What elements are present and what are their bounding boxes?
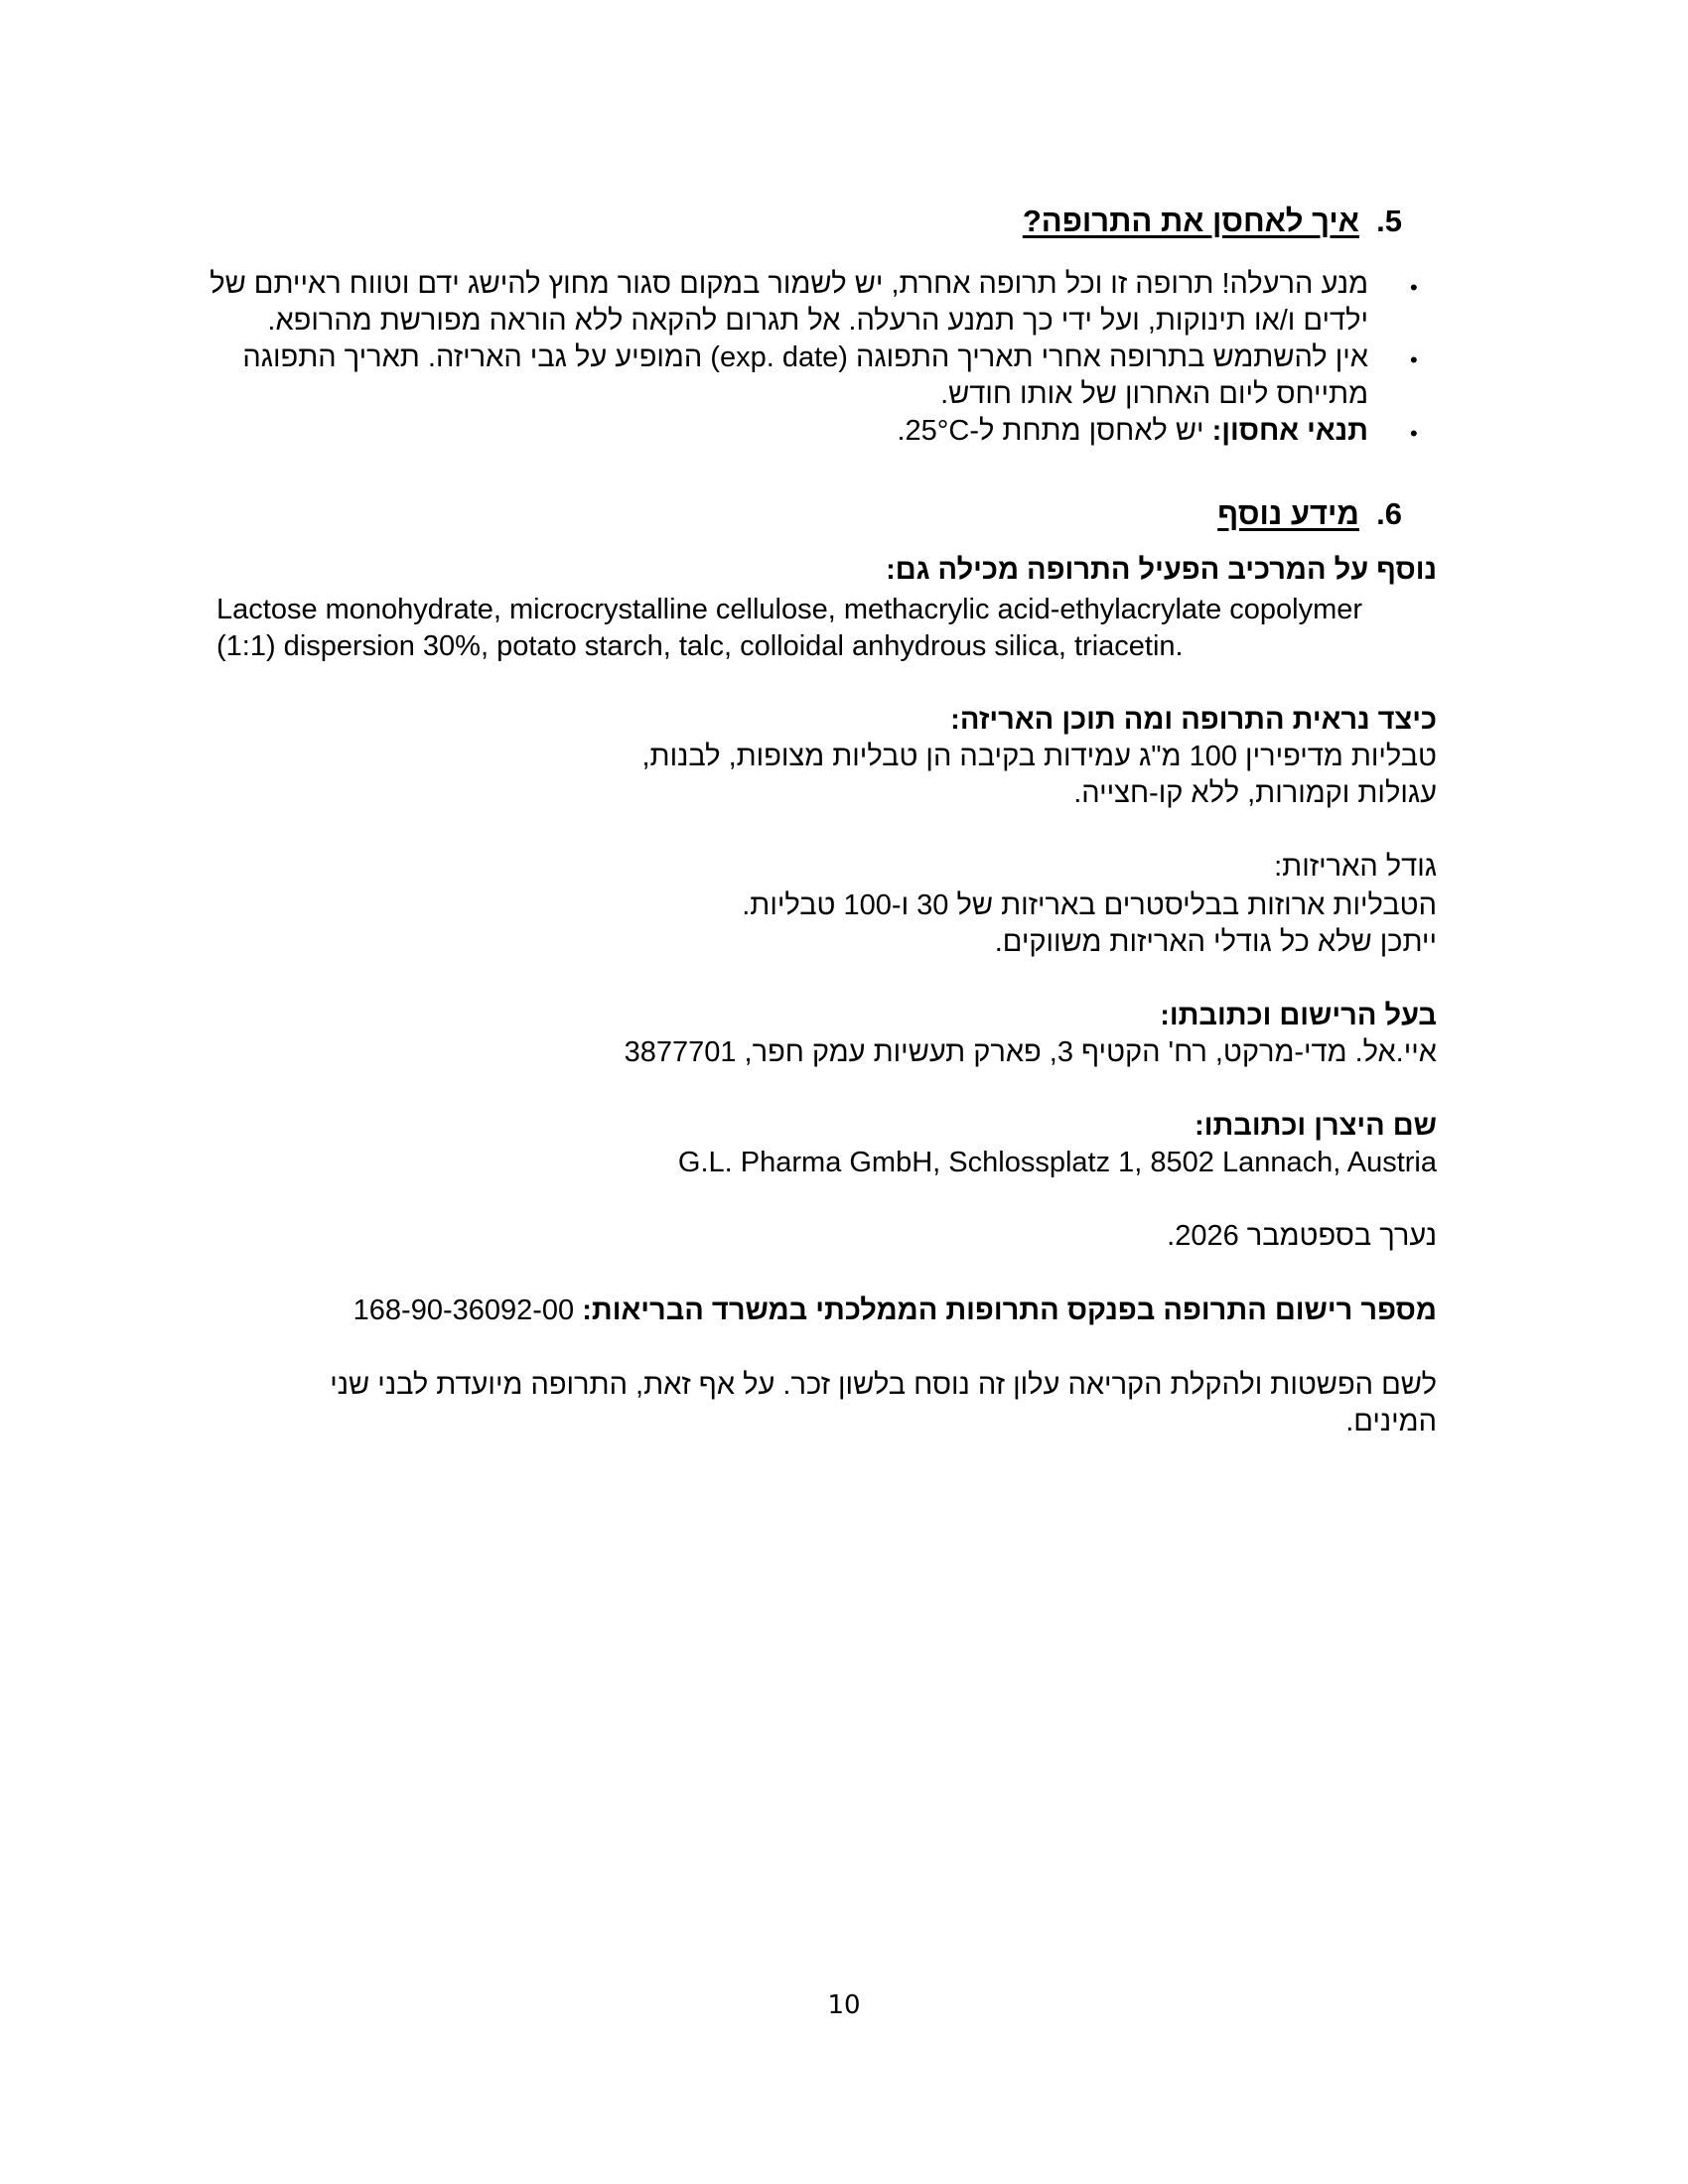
section-6-heading	[1217, 496, 1402, 532]
edited-date: נערך בספטמבר 2026.	[1167, 1220, 1437, 1252]
registration-label: מספר רישום התרופה בפנקס התרופות הממלכתי במשרד הבריאות:	[582, 1295, 1437, 1326]
ingredients-line-2: (1:1) dispersion 30%, potato starch, talc, colloidal anhydrous silica, triacetin.	[216, 630, 1184, 662]
storage-label: תנאי אחסון:	[1211, 415, 1368, 447]
gender-note-line-1: לשם הפשטות ולהקלת הקריאה עלון זה נוסח בלשון זכר. על אף זאת, התרופה מיועדת לבני שני	[330, 1369, 1437, 1401]
bullet-1-line-1: מנע הרעלה! תרופה זו וכל תרופה אחרת, יש לשמור במקום סגור מחוץ להישג ידם וטווח ראייתם של	[210, 268, 1368, 300]
appearance-heading: כיצד נראית התרופה ומה תוכן האריזה:	[950, 704, 1437, 736]
section-5-heading	[1023, 204, 1402, 239]
appearance-line-1: טבליות מדיפירין 100 מ"ג עמידות בקיבה הן טבליות מצופות, לבנות,	[641, 741, 1437, 772]
pack-sizes-line-2: ייתכן שלא כל גודלי האריזות משווקים.	[994, 926, 1437, 958]
pack-sizes-line-1: הטבליות ארוזות בבליסטרים באריזות של 30 ו-100 טבליות.	[742, 889, 1437, 921]
bullet-icon: •	[1410, 421, 1418, 446]
ingredients-heading: נוסף על המרכיב הפעיל התרופה מכילה גם:	[886, 554, 1437, 586]
registration-line	[353, 1293, 1437, 1328]
section-title: מידע נוסף	[1217, 496, 1359, 531]
section-number: 5.	[1376, 204, 1402, 238]
storage-text: יש לאחסן מתחת ל-25°C.	[897, 415, 1212, 447]
ingredients-line-1: Lactose monohydrate, microcrystalline cellulose, methacrylic acid-ethylacrylate copolymer	[216, 594, 1363, 625]
bullet-2-line-2: מתייחס ליום האחרון של אותו חודש.	[940, 378, 1368, 410]
bullet-icon: •	[1410, 347, 1418, 372]
bullet-1-line-2: ילדים ו/או תינוקות, ועל ידי כך תמנע הרעלה. אל תגרום להקאה ללא הוראה מפורשת מהרופא.	[267, 305, 1368, 337]
gender-note-line-2: המינים.	[1345, 1406, 1437, 1437]
bullet-3-storage	[897, 413, 1368, 449]
section-number: 6.	[1376, 496, 1402, 531]
holder-address: איי.אל. מדי-מרקט, רח' הקטיף 3, פארק תעשיות עמק חפר, 3877701	[624, 1036, 1437, 1068]
registration-number: 168-90-36092-00	[352, 1295, 575, 1326]
bullet-2-line-1: אין להשתמש בתרופה אחרי תאריך התפוגה (exp. date) המופיע על גבי האריזה. תאריך התפוגה	[242, 341, 1368, 373]
manufacturer-address: G.L. Pharma GmbH, Schlossplatz 1, 8502 Lannach, Austria	[677, 1147, 1437, 1178]
page-number: 10	[827, 1990, 861, 2020]
manufacturer-heading: שם היצרן וכתובתו:	[1195, 1110, 1437, 1142]
section-title: איך לאחסן את התרופה?	[1022, 204, 1359, 238]
bullet-icon: •	[1410, 275, 1418, 300]
appearance-line-2: עגולות וקמורות, ללא קו-חצייה.	[1073, 777, 1437, 809]
pack-sizes-label: גודל האריזות:	[1274, 851, 1437, 883]
holder-heading: בעל הרישום וכתובתו:	[1160, 1000, 1437, 1031]
